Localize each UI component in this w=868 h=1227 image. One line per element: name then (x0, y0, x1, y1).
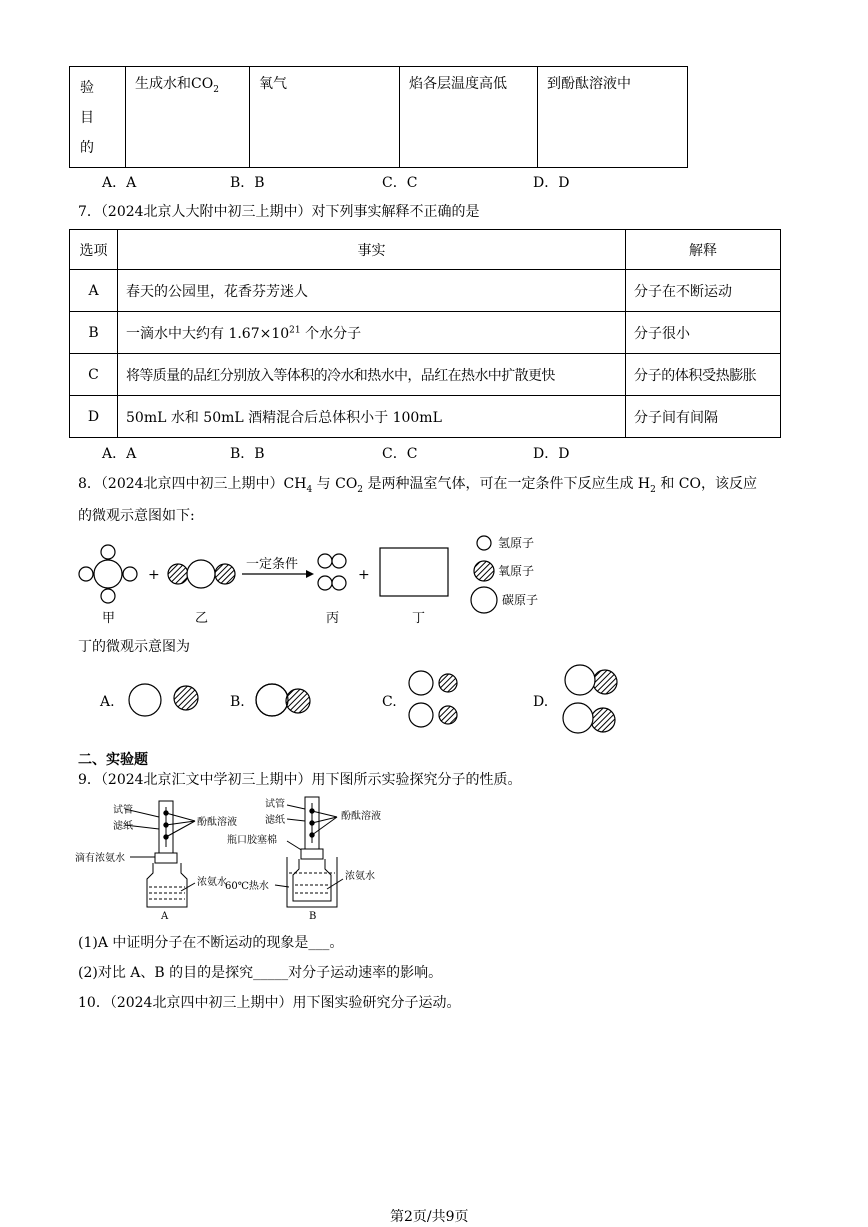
apparatus-figure (75, 795, 405, 920)
stem-text: 与 CO (312, 476, 358, 492)
row-fact: 春天的公园里，花香芬芳迷人 (126, 283, 308, 300)
figb-label-paper: 滤纸 (265, 815, 285, 826)
option-d: D．D (533, 175, 570, 191)
row-explain: 分子在不断运动 (634, 283, 732, 300)
row-option: C (88, 366, 99, 383)
header-explain: 解释 (689, 242, 717, 259)
q9-sub2: (2)对比 A、B 的目的是探究_____对分子运动速率的影响。 (78, 965, 443, 981)
figa-caption: A (161, 911, 169, 920)
explain-cell (626, 312, 781, 354)
legend-carbon: 碳原子 (502, 593, 539, 607)
header-cell (626, 230, 781, 270)
legend-carbon-swatch (471, 587, 497, 613)
apparatus-b (275, 797, 343, 907)
fact-cell (118, 396, 626, 438)
stem-text: 是两种温室气体，可在一定条件下反应生成 H (363, 476, 651, 492)
section-title: 二、实验题 (78, 752, 148, 768)
choice-c-label: C. (382, 694, 397, 710)
option-cell (70, 270, 118, 312)
figb-label-stopper: 瓶口胶塞棉 (227, 835, 277, 846)
label-jia: 甲 (102, 611, 116, 626)
table-cell (538, 67, 688, 168)
legend (471, 536, 538, 613)
header-fact: 事实 (357, 242, 386, 259)
option-a: A．A (102, 175, 137, 191)
row-explain: 分子很小 (634, 325, 690, 342)
methane-molecule (79, 545, 137, 603)
figa-label-tube: 试管 (113, 805, 133, 816)
plus-sign: + (148, 567, 160, 583)
figb-caption: B (309, 911, 317, 920)
label-ding: 丁 (412, 611, 426, 626)
label-bing: 丙 (326, 611, 340, 626)
figa-label-stopper: 滴有浓氨水 (75, 853, 125, 864)
q8-stem (78, 473, 757, 495)
row-fact-tail: 个水分子 (300, 325, 362, 342)
table-cell (126, 67, 250, 168)
choice-b-diagram (252, 680, 322, 720)
q9-stem: 9．（2024北京汇文中学初三上期中）用下图所示实验探究分子的性质。 (78, 772, 522, 788)
subscript: 2 (213, 84, 219, 95)
legend-oxygen: 氧原子 (498, 564, 535, 578)
figb-label-hotwater: 60℃热水 (225, 881, 269, 892)
table-experiment-purpose (69, 66, 688, 168)
row-header-char: 的 (80, 140, 94, 156)
q9-sub1: (1)A 中证明分子在不断运动的现象是___。 (78, 935, 344, 951)
legend-hydrogen: 氢原子 (498, 536, 535, 550)
q8-prompt: 丁的微观示意图为 (78, 639, 190, 655)
figa-label-phenol: 酚酞溶液 (197, 817, 237, 828)
cell-text: 氧气 (259, 76, 287, 92)
explain-cell (626, 354, 781, 396)
choice-a-diagram (125, 680, 205, 720)
superscript: 21 (289, 324, 301, 335)
header-cell (118, 230, 626, 270)
q7-stem: 7．（2024北京人大附中初三上期中）对下列事实解释不正确的是 (78, 204, 480, 220)
stem-text: 和 CO，该反应 (655, 476, 757, 492)
unknown-product-box (380, 548, 448, 596)
choice-d-label: D. (533, 694, 549, 710)
explain-cell (626, 396, 781, 438)
explain-cell (626, 270, 781, 312)
label-yi: 乙 (195, 611, 209, 626)
cell-text: 焰各层温度高低 (409, 76, 507, 92)
row-fact: 一滴水中大约有 1.67×10 (126, 325, 290, 342)
header-cell (70, 230, 118, 270)
subscript: 2 (357, 484, 364, 495)
legend-oxygen-swatch (474, 561, 494, 581)
choice-c-diagram (404, 667, 464, 731)
apparatus-a (125, 801, 195, 907)
option-d: D．D (533, 446, 570, 462)
option-c: C．C (382, 175, 418, 191)
fact-cell (118, 312, 626, 354)
choice-a-label: A. (100, 694, 115, 710)
figb-label-tube: 试管 (265, 799, 285, 810)
hydrogen-molecules (318, 554, 346, 590)
row-explain: 分子的体积受热膨胀 (634, 367, 757, 384)
plus-sign: + (358, 567, 370, 583)
figa-label-ammonia: 浓氨水 (197, 877, 227, 888)
choice-d-diagram (558, 662, 624, 736)
legend-hydrogen-swatch (477, 536, 491, 550)
row-fact: 50mL 水和 50mL 酒精混合后总体积小于 100mL (126, 409, 442, 426)
cell-text: 生成水和CO (135, 76, 214, 92)
subscript: 2 (650, 484, 656, 495)
table-cell (250, 67, 400, 168)
page-footer: 第2页/共9页 (390, 1209, 469, 1225)
row-option: A (88, 282, 99, 299)
arrow-label: 一定条件 (246, 557, 299, 572)
figb-label-phenol: 酚酞溶液 (341, 811, 381, 822)
row-header-char: 目 (80, 110, 94, 126)
option-c: C．C (382, 446, 418, 462)
stem-text: 8．（2024北京四中初三上期中）CH (78, 476, 307, 492)
header-option: 选项 (79, 242, 108, 259)
row-fact: 将等质量的品红分别放入等体积的冷水和热水中，品红在热水中扩散更快 (126, 367, 555, 384)
row-option: D (87, 408, 100, 425)
q8-stem-line2: 的微观示意图如下: (78, 508, 195, 524)
figa-label-paper: 滤纸 (113, 821, 133, 832)
row-header-char: 验 (80, 80, 94, 96)
option-b: B．B (230, 175, 265, 191)
table-cell (400, 67, 538, 168)
option-a: A．A (102, 446, 137, 462)
option-cell (70, 396, 118, 438)
row-header-cell (70, 67, 126, 168)
option-cell (70, 354, 118, 396)
choice-b-label: B. (230, 694, 245, 710)
row-option: B (88, 324, 99, 341)
q7-table (69, 229, 781, 438)
option-b: B．B (230, 446, 265, 462)
co2-molecule (168, 560, 235, 588)
reaction-diagram (70, 530, 570, 630)
subscript: 4 (306, 484, 313, 495)
row-explain: 分子间有间隔 (634, 409, 718, 426)
option-cell (70, 312, 118, 354)
fact-cell (118, 270, 626, 312)
q10-stem: 10．（2024北京四中初三上期中）用下图实验研究分子运动。 (78, 995, 461, 1011)
fact-cell (118, 354, 626, 396)
figb-label-ammonia: 浓氨水 (345, 871, 375, 882)
cell-text: 到酚酞溶液中 (547, 76, 631, 92)
